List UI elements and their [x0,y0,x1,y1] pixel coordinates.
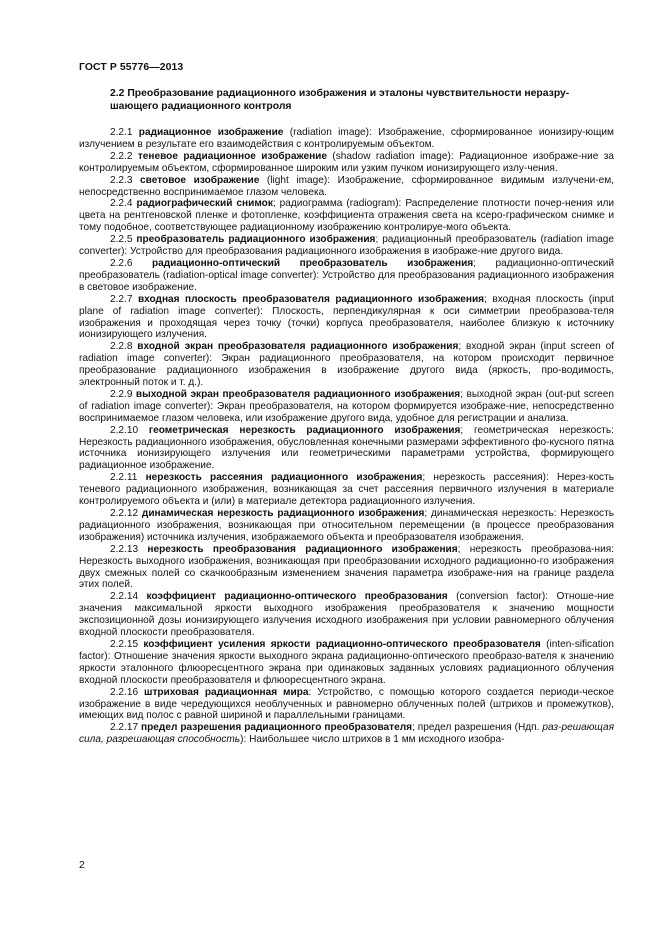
term-number: 2.2.4 [110,198,137,210]
term-number: 2.2.6 [110,257,152,269]
section-title [79,87,614,113]
term-number: 2.2.11 [110,472,146,484]
term-number: 2.2.17 [110,722,142,734]
term-definition: ; нерезкость преобразова-ния: Нерезкость выходного изображения, возникающая при преобразовании исходного радиационно-го изображения двух смежных полей со скачкообразным изменением значения параметра изображе-ния на границе раздела этих полей. [79,543,614,591]
term-number: 2.2.14 [110,591,147,603]
term-paragraph [79,722,614,746]
term-name: предел разрешения радиационного преобразователя [141,722,413,734]
term-number: 2.2.10 [110,424,149,436]
term-definition: ; динамическая нерезкость: Нерезкость радиационного изображения, возникающая при относительном перемещении (в процессе преобразования изображения) источника излучения, изображаемого объекта и преобразователя изображения. [79,508,614,543]
term-name: радиационное изображение [138,127,284,138]
term-definition: ; радиационный преобразователь (radiation image converter): Устройство для преобразования радиационного изображения в изображе-ние другого вида. [79,234,614,258]
term-definition: (shadow radiation image): Радиационное изображе-ние за контролируемым объектом, сформированное широким или узким пучком ионизирующего излу-чения. [79,150,614,174]
term-definition: ; выходной экран (out-put screen of radiation image converter): Экран преобразователя, на котором формируется изображе-ние, непосредственно воспринимаемое глазом человека, или изображение другого вида, удобное для регистрации и анализа. [79,388,614,424]
term-paragraph [79,198,614,234]
term-definition-tail: ): Наибольшее число штрихов в 1 мм исходного изобра- [240,734,505,746]
term-number: 2.2.9 [110,388,136,400]
term-name: входная плоскость преобразователя радиационного изображения [137,293,485,305]
term-name: коэффициент усиления яркости радиационно-оптического преобразователя [143,638,541,650]
term-name: коэффициент радиационно-оптического преобразования [146,591,448,603]
term-name: динамическая нерезкость радиационного изображения [141,508,425,519]
term-number: 2.2.2 [110,150,138,162]
term-paragraph [79,591,614,639]
term-paragraph [79,175,614,199]
term-definition: (inten-sification factor): Отношение значения яркости выходного экрана радиационно-оптического преобразо-вателя к значению яркости эталонного флюоресцентного экрана при одинаковых заданных условиях радиационного облучения входной плоскости преобразователя и флюоресцентного экрана. [79,638,614,686]
term-name: входной экран преобразователя радиационного изображения [137,341,459,353]
term-deprecated-synonyms: раз-решающая сила, разрешающая способность [79,722,614,746]
term-definition: ; входная плоскость (input plane of radiation image converter): Плоскость, перпендикулярная к оси симметрии преобразова-теля изображения и проходящая через точку (точки) корпуса преобразователя, наиболее близкую к источнику ионизирующего излучения. [79,293,614,341]
term-definition: (radiation image): Изображение, сформированное ионизиру-ющим излучением в результате его взаимодействия с контролируемым объектом. [79,127,614,150]
term-definition: ; предел разрешения (Ндп. [412,722,543,734]
term-name: выходной экран преобразователя радиационного изображения [135,388,461,400]
term-paragraph [79,294,614,342]
terms-list [79,127,614,746]
term-paragraph [79,258,614,294]
term-number: 2.2.16 [110,686,145,698]
term-name: нерезкость рассеяния радиационного изображения [145,472,423,484]
page-number: 2 [79,860,85,871]
term-definition: ; радиограмма (radiogram): Распределение плотности почер-нения или цвета на рентгеновской пленке и фотопленке, коэффициента отражения света на ксеро-графическом снимке и тому подобное, соответствующее радиационному изображению контролируе-мого объекта. [79,198,614,234]
term-number: 2.2.12 [110,508,142,519]
term-paragraph [79,544,614,592]
term-name: радиационно-оптический преобразователь изображения [152,257,474,269]
term-paragraph [79,127,614,151]
term-definition: ; радиационно-оптический преобразователь (radiation-optical image converter): Устройство для преобразования радиационного изображения в световое изображение. [79,257,614,293]
term-definition: ; входной экран (input screen of radiation image converter): Экран радиационного преобразователя, на котором происходит первичное преобразование радиационного изображения в изображение другого вида (яркость, про-водимость, электронный поток и т. д.). [79,341,614,389]
term-definition: ; нерезкость рассеяния): Нерез-кость теневого радиационного изображения, возникающая за счет рассеяния первичного излучения в материале контролируемого объекта и (или) в материале детектора радиационного излучения. [79,472,614,508]
term-number: 2.2.13 [110,543,148,555]
term-paragraph [79,508,614,544]
term-name: теневое радиационное изображение [137,150,327,162]
term-paragraph [79,234,614,258]
section-title-line-1: 2.2 Преобразование радиационного изображения и эталоны чувствительности неразру- [110,88,570,99]
term-paragraph [79,425,614,473]
term-number: 2.2.1 [110,127,139,138]
term-name: геометрическая нерезкость радиационного изображения [148,424,461,436]
term-definition: (light image): Изображение, сформированное видимым излучени-ем, непосредственно воспринимаемое глазом человека. [79,174,614,198]
section-title-line-2: шающего радиационного контроля [110,101,292,113]
term-paragraph [79,151,614,175]
term-number: 2.2.3 [110,174,141,186]
term-number: 2.2.8 [110,341,138,353]
term-name: световое изображение [140,174,260,186]
term-name: преобразователь радиационного изображения [136,234,376,246]
term-paragraph [79,389,614,425]
term-number: 2.2.15 [110,638,144,650]
term-number: 2.2.5 [110,234,137,246]
term-definition: ; геометрическая нерезкость: Нерезкость радиационного изображения, обусловленная конечными размерами эффективного фо-кусного пятна источника ионизирующего излучения или геометрическими параметрами устройства, формирующего радиационное изображение. [79,424,614,472]
term-definition: : Устройство, с помощью которого создается периоди-ческое изображение в виде чередующихся необлученных и равномерно облученных полей (штрихов и промежутков), имеющих вид полос с равной шириной и параллельными границами. [79,686,614,722]
term-name: радиографический снимок [136,198,273,210]
term-paragraph [79,687,614,723]
term-paragraph [79,341,614,389]
document-code-header: ГОСТ Р 55776—2013 [79,62,184,73]
term-name: штриховая радиационная мира [144,686,309,698]
term-definition: (conversion factor): Отноше-ние значения максимальной яркости выходного изображения преобразователя к значению мощности экспозиционной дозы ионизирующего излучения исходного изображения при условии равномерного облучения входной плоскости преобразователя. [79,591,615,639]
term-name: нерезкость преобразования радиационного изображения [147,543,458,555]
term-paragraph [79,472,614,508]
term-paragraph [79,639,614,687]
term-number: 2.2.7 [110,293,138,305]
